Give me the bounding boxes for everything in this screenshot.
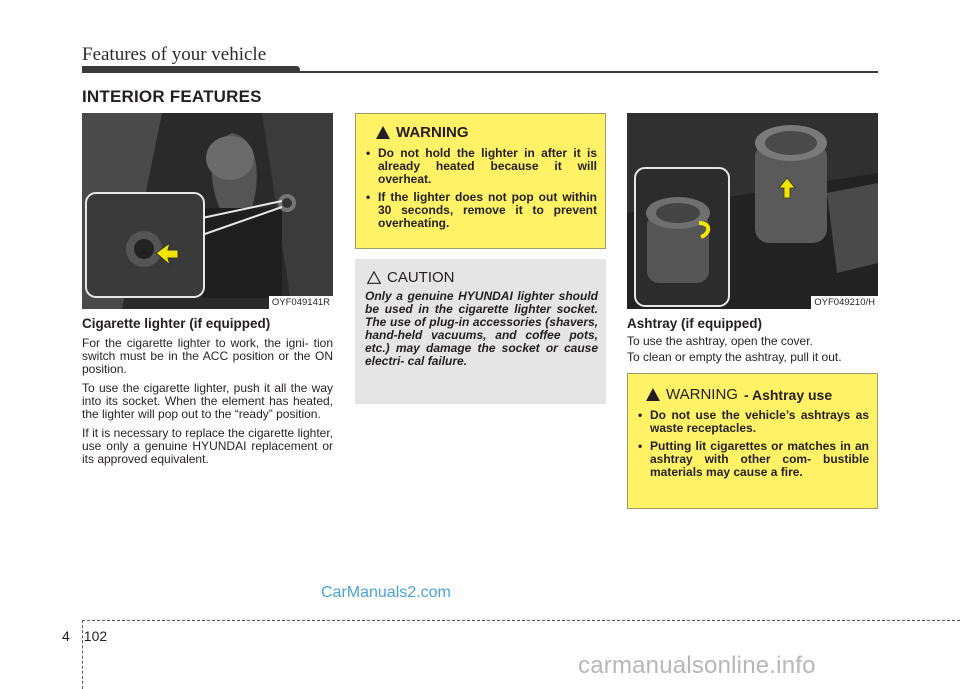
warning-title: WARNING: [666, 386, 738, 403]
ashtray-warning-box: [627, 373, 878, 509]
caution-title: CAUTION: [387, 269, 455, 286]
cigarette-lighter-photo: [82, 113, 333, 309]
image-code-label: OYF049141R: [269, 296, 333, 309]
cigarette-lighter-heading: Cigarette lighter (if equipped): [82, 316, 271, 331]
warning-subtitle: - Ashtray use: [743, 386, 833, 403]
caution-triangle-icon: [367, 271, 381, 284]
ashtray-illustration: [627, 113, 878, 309]
image-code-label: OYF049210/H: [811, 296, 878, 309]
page-header-title: Features of your vehicle: [82, 44, 267, 65]
warning-triangle-icon: [376, 126, 390, 139]
warning-title: WARNING: [396, 124, 469, 141]
header-bar: [82, 66, 300, 73]
ashtray-photo: [627, 113, 878, 309]
caution-box: [355, 259, 606, 404]
paragraph: For the cigarette lighter to work, the igni- tion switch must be in the ACC position or the ON position.: [82, 336, 333, 376]
warning-header: [646, 386, 869, 403]
paragraph: To use the cigarette lighter, push it all the way into its socket. When the element has heated, the lighter will pop out to the “ready” position.: [82, 381, 333, 421]
watermark-link[interactable]: CarManuals2.com: [321, 584, 451, 601]
paragraph: To clean or empty the ashtray, pull it out.: [627, 350, 842, 364]
warning-box: [355, 113, 606, 249]
chapter-number: 4: [62, 628, 70, 644]
section-title: INTERIOR FEATURES: [82, 87, 262, 106]
list-item: • Do not use the vehicle’s ashtrays as waste receptacles.: [636, 409, 869, 435]
paragraph: If it is necessary to replace the cigarette lighter, use only a genuine HYUNDAI replacement or its approved equivalent.: [82, 426, 333, 466]
list-item: • Do not hold the lighter in after it is already heated because it will overheat.: [364, 147, 597, 186]
ashtray-body: [627, 335, 878, 370]
footer-dashed-rule: [82, 620, 960, 621]
footer-site-watermark: carmanualsonline.info: [578, 652, 816, 679]
warning-list: [364, 147, 597, 230]
caution-text: Only a genuine HYUNDAI lighter should be used in the cigarette lighter socket. The use of plug-in accessories (shavers, hand-held vacuums, and coffee pots, etc.) may damage the socket or cause electri- cal failure.: [365, 289, 598, 368]
warning-list: [636, 409, 869, 479]
list-item: • If the lighter does not pop out within 30 seconds, remove it to prevent overheating.: [364, 191, 597, 230]
caution-header: [367, 269, 598, 286]
warning-triangle-icon: [646, 388, 660, 401]
ashtray-heading: Ashtray (if equipped): [627, 316, 763, 331]
page-number: [62, 628, 107, 644]
cigarette-lighter-body: [82, 337, 333, 472]
list-item: • Putting lit cigarettes or matches in an ashtray with other com- bustible materials may cause a fire.: [636, 440, 869, 479]
page-number-value: 102: [83, 628, 108, 644]
cigarette-lighter-illustration: [82, 113, 333, 309]
paragraph: To use the ashtray, open the cover.: [627, 334, 813, 348]
warning-header: [376, 124, 597, 141]
